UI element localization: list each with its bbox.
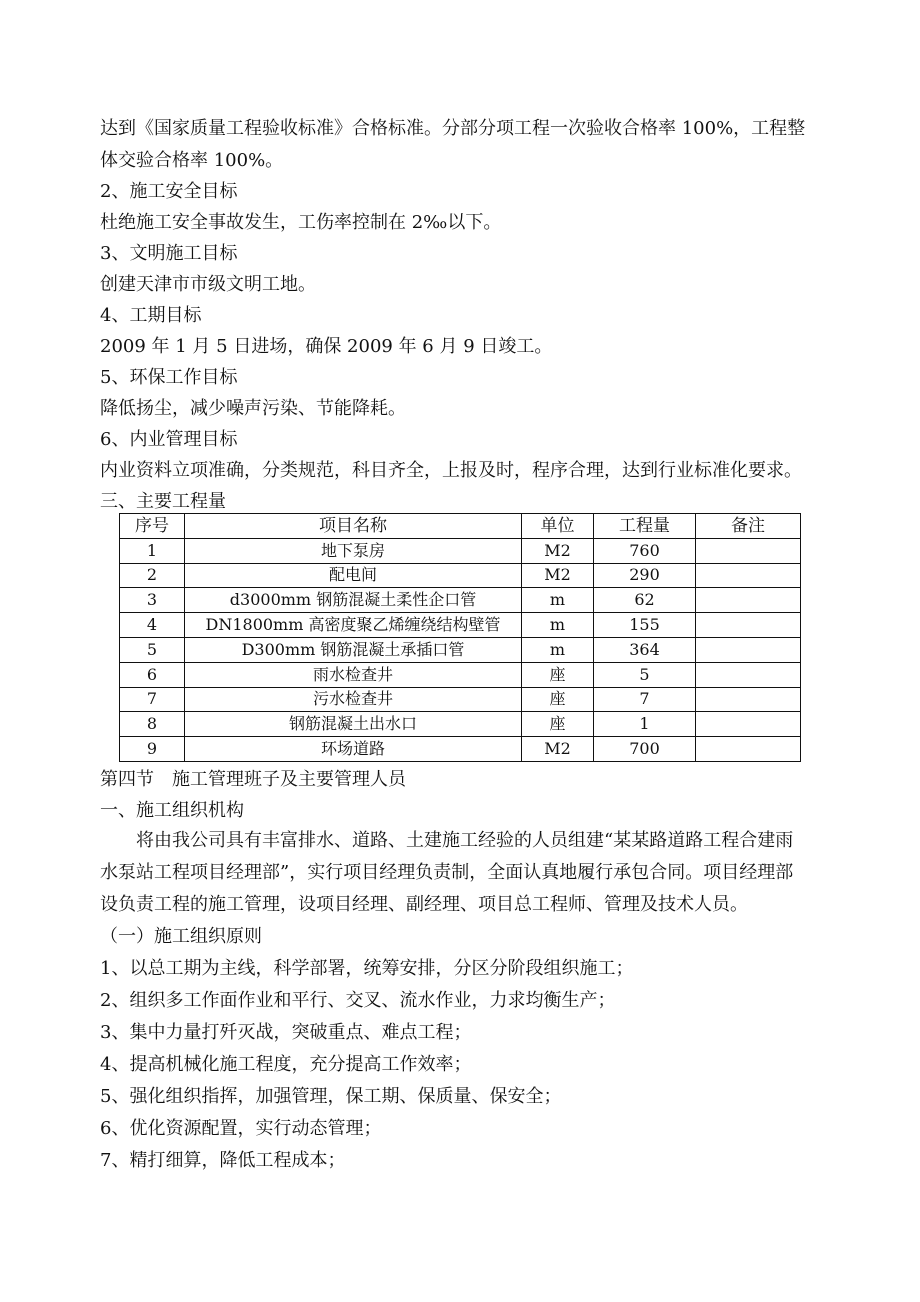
paragraph-civilized-construction: 创建天津市市级文明工地。	[100, 274, 316, 295]
cell-remarks	[696, 588, 801, 613]
cell-unit: m	[522, 613, 594, 638]
cell-item-name: D300mm 钢筋混凝土承插口管	[185, 637, 522, 662]
cell-index: 6	[120, 662, 185, 687]
cell-item-name: 配电间	[185, 563, 522, 588]
table-row	[120, 538, 801, 563]
table-row	[120, 662, 801, 687]
cell-remarks	[696, 662, 801, 687]
heading-safety-target: 2、施工安全目标	[100, 181, 238, 202]
cell-quantity: 1	[594, 712, 696, 737]
column-header-unit: 单位	[522, 514, 594, 539]
list-item: 5、强化组织指挥，加强管理，保工期、保质量、保安全；	[100, 1086, 562, 1107]
column-header-item-name: 项目名称	[185, 514, 522, 539]
cell-quantity: 290	[594, 563, 696, 588]
cell-remarks	[696, 563, 801, 588]
cell-index: 9	[120, 737, 185, 762]
cell-remarks	[696, 637, 801, 662]
column-header-quantity: 工程量	[594, 514, 696, 539]
cell-unit: 座	[522, 712, 594, 737]
cell-unit: M2	[522, 563, 594, 588]
cell-quantity: 62	[594, 588, 696, 613]
cell-index: 3	[120, 588, 185, 613]
cell-index: 2	[120, 563, 185, 588]
cell-remarks	[696, 687, 801, 712]
cell-unit: m	[522, 637, 594, 662]
list-item: 7、精打细算，降低工程成本；	[100, 1150, 346, 1171]
paragraph-internal-management: 内业资料立项准确，分类规范，科目齐全，上报及时，程序合理，达到行业标准化要求。	[100, 460, 802, 481]
table-row	[120, 737, 801, 762]
column-header-remarks: 备注	[696, 514, 801, 539]
list-item: 3、集中力量打歼灭战，突破重点、难点工程；	[100, 1022, 472, 1043]
cell-item-name: 雨水检查井	[185, 662, 522, 687]
list-item: 4、提高机械化施工程度，充分提高工作效率；	[100, 1054, 472, 1075]
quantities-table	[119, 513, 801, 762]
cell-remarks	[696, 737, 801, 762]
cell-index: 5	[120, 637, 185, 662]
cell-quantity: 760	[594, 538, 696, 563]
heading-internal-management: 6、内业管理目标	[100, 429, 238, 450]
cell-item-name: 环场道路	[185, 737, 522, 762]
table-row	[120, 588, 801, 613]
paragraph-organization-line1: 将由我公司具有丰富排水、道路、土建施工经验的人员组建“某某路道路工程合建雨	[136, 830, 794, 851]
cell-index: 7	[120, 687, 185, 712]
table-row	[120, 563, 801, 588]
table-row	[120, 637, 801, 662]
cell-item-name: 地下泵房	[185, 538, 522, 563]
list-item: 6、优化资源配置，实行动态管理；	[100, 1118, 382, 1139]
cell-remarks	[696, 712, 801, 737]
paragraph-organization-line2: 水泵站工程项目经理部”，实行项目经理负责制，全面认真地履行承包合同。项目经理部	[100, 862, 794, 883]
heading-civilized-construction: 3、文明施工目标	[100, 243, 238, 264]
section-title: 第四节 施工管理班子及主要管理人员	[100, 769, 406, 790]
cell-quantity: 700	[594, 737, 696, 762]
cell-quantity: 7	[594, 687, 696, 712]
cell-index: 8	[120, 712, 185, 737]
paragraph-organization-line3: 设负责工程的施工管理，设项目经理、副经理、项目总工程师、管理及技术人员。	[100, 894, 748, 915]
cell-item-name: DN1800mm 高密度聚乙烯缠绕结构壁管	[185, 613, 522, 638]
cell-item-name: d3000mm 钢筋混凝土柔性企口管	[185, 588, 522, 613]
cell-unit: M2	[522, 538, 594, 563]
paragraph-safety-target: 杜绝施工安全事故发生，工伤率控制在 2‰以下。	[100, 212, 502, 233]
cell-unit: 座	[522, 662, 594, 687]
table-row	[120, 613, 801, 638]
cell-index: 4	[120, 613, 185, 638]
subheading-organization: 一、施工组织机构	[100, 800, 244, 821]
paragraph-quality-target-line2: 体交验合格率 100%。	[100, 150, 284, 171]
heading-schedule-target: 4、工期目标	[100, 305, 202, 326]
heading-environment-target: 5、环保工作目标	[100, 367, 238, 388]
heading-main-quantities: 三、主要工程量	[100, 491, 226, 512]
table-row	[120, 712, 801, 737]
cell-quantity: 364	[594, 637, 696, 662]
cell-unit: M2	[522, 737, 594, 762]
table-header-row	[120, 514, 801, 539]
column-header-index: 序号	[120, 514, 185, 539]
list-item: 2、组织多工作面作业和平行、交叉、流水作业，力求均衡生产；	[100, 990, 616, 1011]
cell-remarks	[696, 613, 801, 638]
paragraph-quality-target-line1: 达到《国家质量工程验收标准》合格标准。分部分项工程一次验收合格率 100%，工程整	[100, 118, 806, 139]
list-item: 1、以总工期为主线，科学部署，统筹安排，分区分阶段组织施工；	[100, 958, 634, 979]
paragraph-schedule-target: 2009 年 1 月 5 日进场，确保 2009 年 6 月 9 日竣工。	[100, 336, 553, 357]
paragraph-environment-target: 降低扬尘，减少噪声污染、节能降耗。	[100, 398, 406, 419]
cell-quantity: 5	[594, 662, 696, 687]
cell-index: 1	[120, 538, 185, 563]
subheading-principles: （一）施工组织原则	[100, 926, 262, 947]
cell-unit: 座	[522, 687, 594, 712]
cell-remarks	[696, 538, 801, 563]
cell-item-name: 污水检查井	[185, 687, 522, 712]
cell-item-name: 钢筋混凝土出水口	[185, 712, 522, 737]
cell-unit: m	[522, 588, 594, 613]
cell-quantity: 155	[594, 613, 696, 638]
table-row	[120, 687, 801, 712]
